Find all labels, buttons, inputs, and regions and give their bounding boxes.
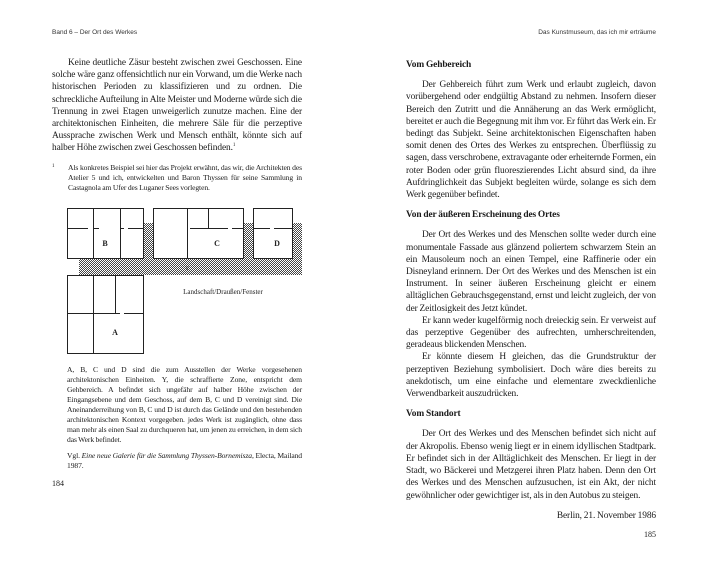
- unit-d: [254, 208, 293, 258]
- reference-title: Eine neue Galerie für die Sammlung Thyssen-Bornemisza: [81, 450, 252, 460]
- label-c: C: [214, 238, 220, 248]
- paragraph: Er könnte diesem H gleichen, das die Grundstruktur der perzeptiven Beziehung symbolisiert. Doch wäre dies bereits zu anekdotisch, um eine einfache und elementare zweckdienliche Verwendbarkeit auszudrücken.: [406, 352, 656, 400]
- section-heading: Von der äußeren Erscheinung des Ortes: [406, 210, 560, 221]
- reference: Vgl. Eine neue Galerie für die Sammlung Thyssen-Bornemisza, Electa, Mailand 1987.: [67, 450, 303, 470]
- unit-b: [68, 208, 144, 258]
- unit-c: [154, 208, 244, 258]
- landscape-label: Landschaft/Draußen/Fenster: [183, 287, 263, 296]
- floor-plan-diagram: [52, 205, 302, 355]
- footnote-mark: 1: [52, 163, 55, 169]
- label-d: D: [274, 238, 280, 248]
- footnote-reference: 1: [232, 143, 236, 149]
- intro-paragraph: Keine deutliche Zäsur besteht zwischen zwei Geschossen. Eine solche wäre ganz offensichtlich nur ein Vorwand, um die Werke nach historischen Perioden zu klassifizieren und zu ordnen. Die schreckliche Aufteilung in Alte Meister und Moderne würde sich die Trennung in zwei Etagen unweigerlich zunutze machen. Eine der architektonischen Einheiten, die mehrere Säle für die perzeptive Aussprache zwischen Werk und Mensch enthält, könnte sich auf halber Höhe zwischen zwei Geschossen befinden.: [52, 58, 302, 154]
- left-page: [0, 0, 354, 511]
- page-number-left: 184: [52, 478, 64, 488]
- right-page: [354, 0, 708, 562]
- paragraph: Er kann weder kugelförmig noch dreieckig sein. Er verweist auf das perzeptive Gegenüber des aufrechten, umherschreitenden, geradeaus blickenden Menschen.: [406, 315, 656, 351]
- left-body: [52, 57, 302, 155]
- running-head-left: Band 6 – Der Ort des Werkes: [52, 29, 138, 36]
- paragraph: Der Ort des Werkes und des Menschen sollte weder durch eine monumentale Fassade aus glänzend poliertem schwarzem Stein an ein Mausoleum noch an einen Tempel, eine Raffinerie oder ein Disneyland erinnern. Der Ort des Werkes und des Menschen ist ein Instrument. In seiner äußeren Erscheinung gleicht er einem alltäglichen Gebrauchsgegenstand, ernst und leicht zugleich, der von der Zeitlosigkeit des Jetzt kündet.: [406, 230, 656, 314]
- label-y: Y: [185, 266, 189, 272]
- footnote: [52, 163, 302, 193]
- unit-a: [68, 275, 144, 353]
- label-a: A: [112, 327, 118, 337]
- diagram-caption: A, B, C und D sind die zum Ausstellen der Werke vorgesehenen architektonischen Einheiten. Y, die schraffierte Zone, entspricht dem Gehbereich. A befindet sich ungefähr auf halber Höhe zwischen der Eingangsebene und dem Geschoss, auf dem B, C und D vereinigt sind. Die Aneinanderreihung von B, C und D ist durch das Gelände und den bestehenden architektonischen Kontext vorgegeben. jedes Werk ist zugänglich, ohne dass man mehr als einen Saal zu durchqueren hat, um jenen zu erreichen, in dem sich das Werk befindet.: [67, 364, 302, 444]
- right-body: [406, 59, 656, 522]
- section-heading: Vom Standort: [406, 409, 461, 420]
- running-head-right: Das Kunstmuseum, das ich mir erträume: [538, 29, 656, 36]
- label-b: B: [102, 238, 108, 248]
- signoff: Berlin, 21. November 1986: [556, 510, 656, 521]
- footnote-text: Als konkretes Beispiel sei hier das Projekt erwähnt, das wir, die Architekten des Atelier 5 und ich, entwickelten und Baron Thyssen für seine Sammlung in Castagnola am Ufer des Luganer Sees vorlegten.: [68, 162, 302, 192]
- section-heading: Vom Gehbereich: [406, 60, 472, 70]
- paragraph: Der Ort des Werkes und des Menschen befindet sich nicht auf der Akropolis. Ebenso wenig liegt er in einem idyllischen Stadtpark. Er befindet sich in der Alltäglichkeit des Menschen. Er liegt in der Stadt, wo Bäckerei und Metzgerei ihren Platz haben. Denn den Ort des Werkes und des Menschen aufzusuchen, ist ein Akt, der nicht gewöhnlicher oder gewichtiger ist, als in den Autobus zu steigen.: [406, 429, 656, 501]
- paragraph: Der Gehbereich führt zum Werk und erlaubt zugleich, davon vorübergehend oder endgültig Abstand zu nehmen. Insofern dieser Bereich den Zutritt und die Annäherung an das Werk ermöglicht, bereitet er auch die Begegnung mit ihm vor. Er führt das Werk ein. Er bedingt das Subjekt. Seine architektonischen Eigenschaften haben somit denen des Ortes des Werkes zu entsprechen. Überflüssig zu sagen, dass verschrobene, extravagante oder erheiternde Formen, ein roter Boden oder grün fluoreszierendes Licht absurd sind, da ihre Aufdringlichkeit das Subjekt begleiten würde, solange es sich dem Werk gegenüber befindet.: [406, 80, 656, 201]
- page-number-right: 185: [644, 529, 656, 539]
